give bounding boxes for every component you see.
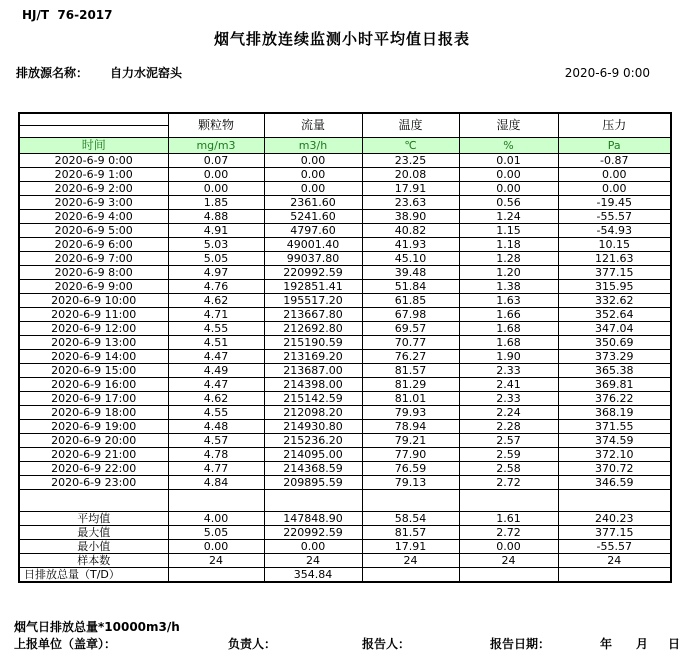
day-label: 日: [668, 637, 681, 651]
spacer-cell: [19, 490, 168, 512]
value-cell: 4797.60: [264, 224, 362, 238]
value-cell: 4.71: [168, 308, 264, 322]
value-cell: 368.19: [558, 406, 671, 420]
value-cell: 81.01: [362, 392, 459, 406]
time-cell: 2020-6-9 17:00: [19, 392, 168, 406]
value-cell: 1.20: [459, 266, 558, 280]
value-cell: 372.10: [558, 448, 671, 462]
value-cell: 315.95: [558, 280, 671, 294]
value-cell: 4.47: [168, 378, 264, 392]
value-cell: 215236.20: [264, 434, 362, 448]
value-cell: 41.93: [362, 238, 459, 252]
summary-value-cell: [168, 568, 264, 583]
value-cell: 213169.20: [264, 350, 362, 364]
value-cell: 78.94: [362, 420, 459, 434]
value-cell: 1.68: [459, 336, 558, 350]
table-row: [19, 448, 671, 462]
summary-value-cell: 354.84: [264, 568, 362, 583]
value-cell: 0.00: [459, 182, 558, 196]
value-cell: 2361.60: [264, 196, 362, 210]
year-label: 年: [600, 637, 613, 651]
summary-value-cell: 24: [558, 554, 671, 568]
signature-row: [0, 635, 684, 651]
value-cell: 1.85: [168, 196, 264, 210]
value-cell: 69.57: [362, 322, 459, 336]
unit-flow: m3/h: [264, 138, 362, 154]
value-cell: 215142.59: [264, 392, 362, 406]
manager-label: 负责人：: [228, 637, 277, 651]
value-cell: 209895.59: [264, 476, 362, 490]
time-cell: 2020-6-9 20:00: [19, 434, 168, 448]
report-unit-label: 上报单位（盖章）：: [14, 637, 117, 651]
value-cell: 2.24: [459, 406, 558, 420]
summary-value-cell: 4.00: [168, 512, 264, 526]
summary-value-cell: 0.00: [264, 540, 362, 554]
value-cell: 213687.00: [264, 364, 362, 378]
summary-value-cell: 147848.90: [264, 512, 362, 526]
value-cell: 4.84: [168, 476, 264, 490]
value-cell: 370.72: [558, 462, 671, 476]
value-cell: 350.69: [558, 336, 671, 350]
value-cell: -0.87: [558, 154, 671, 168]
time-header: 时间: [19, 138, 168, 154]
value-cell: 0.00: [558, 182, 671, 196]
emission-source-label: 排放源名称：: [16, 66, 89, 80]
time-cell: 2020-6-9 15:00: [19, 364, 168, 378]
value-cell: 4.57: [168, 434, 264, 448]
column-header-pressure: 压力: [558, 113, 671, 138]
table-row: [19, 210, 671, 224]
value-cell: 212692.80: [264, 322, 362, 336]
time-cell: 2020-6-9 8:00: [19, 266, 168, 280]
summary-value-cell: 24: [459, 554, 558, 568]
summary-body: [19, 490, 671, 583]
value-cell: 0.01: [459, 154, 558, 168]
summary-label-cell: 平均值: [19, 512, 168, 526]
table-row: [19, 224, 671, 238]
value-cell: 376.22: [558, 392, 671, 406]
time-cell: 2020-6-9 23:00: [19, 476, 168, 490]
value-cell: 4.88: [168, 210, 264, 224]
time-cell: 2020-6-9 4:00: [19, 210, 168, 224]
value-cell: 45.10: [362, 252, 459, 266]
table-row: [19, 364, 671, 378]
value-cell: 99037.80: [264, 252, 362, 266]
standard-code: HJ/T 76-2017: [22, 8, 113, 22]
value-cell: 81.57: [362, 364, 459, 378]
table-row: [19, 238, 671, 252]
table-row: [19, 406, 671, 420]
value-cell: 4.78: [168, 448, 264, 462]
table-row: [19, 392, 671, 406]
value-cell: 0.07: [168, 154, 264, 168]
summary-value-cell: 24: [168, 554, 264, 568]
unit-humidity: %: [459, 138, 558, 154]
column-header-pm: 颗粒物: [168, 113, 264, 138]
table-row: [19, 252, 671, 266]
value-cell: 23.25: [362, 154, 459, 168]
value-cell: 212098.20: [264, 406, 362, 420]
value-cell: 0.00: [264, 168, 362, 182]
time-cell: 2020-6-9 12:00: [19, 322, 168, 336]
table-row: [19, 378, 671, 392]
value-cell: 4.97: [168, 266, 264, 280]
value-cell: 213667.80: [264, 308, 362, 322]
spacer-cell: [558, 490, 671, 512]
value-cell: 1.18: [459, 238, 558, 252]
column-header-flow: 流量: [264, 113, 362, 138]
value-cell: 49001.40: [264, 238, 362, 252]
summary-value-cell: [362, 568, 459, 583]
summary-value-cell: 0.00: [168, 540, 264, 554]
time-cell: 2020-6-9 14:00: [19, 350, 168, 364]
unit-row: [19, 138, 671, 154]
spacer-cell: [459, 490, 558, 512]
value-cell: 4.47: [168, 350, 264, 364]
value-cell: 0.00: [168, 182, 264, 196]
unit-pressure: Pa: [558, 138, 671, 154]
table-row: [19, 350, 671, 364]
value-cell: 79.93: [362, 406, 459, 420]
table-row: [19, 434, 671, 448]
value-cell: 192851.41: [264, 280, 362, 294]
value-cell: 2.41: [459, 378, 558, 392]
time-cell: 2020-6-9 7:00: [19, 252, 168, 266]
value-cell: 347.04: [558, 322, 671, 336]
time-cell: 2020-6-9 0:00: [19, 154, 168, 168]
value-cell: 79.13: [362, 476, 459, 490]
value-cell: 5241.60: [264, 210, 362, 224]
value-cell: 5.05: [168, 252, 264, 266]
table-row: [19, 336, 671, 350]
value-cell: 215190.59: [264, 336, 362, 350]
value-cell: 195517.20: [264, 294, 362, 308]
value-cell: 2.28: [459, 420, 558, 434]
summary-value-cell: 81.57: [362, 526, 459, 540]
table-row: [19, 168, 671, 182]
value-cell: 2.33: [459, 392, 558, 406]
value-cell: 4.62: [168, 294, 264, 308]
summary-label-cell: 最大值: [19, 526, 168, 540]
header-row-top: [19, 113, 671, 126]
spacer-cell: [362, 490, 459, 512]
value-cell: 5.03: [168, 238, 264, 252]
value-cell: 39.48: [362, 266, 459, 280]
value-cell: -55.57: [558, 210, 671, 224]
time-cell: 2020-6-9 22:00: [19, 462, 168, 476]
value-cell: 2.57: [459, 434, 558, 448]
time-cell: 2020-6-9 9:00: [19, 280, 168, 294]
summary-value-cell: [459, 568, 558, 583]
value-cell: 77.90: [362, 448, 459, 462]
value-cell: 1.24: [459, 210, 558, 224]
table-row: [19, 266, 671, 280]
summary-row: [19, 540, 671, 554]
value-cell: 121.63: [558, 252, 671, 266]
value-cell: 214930.80: [264, 420, 362, 434]
summary-value-cell: 2.72: [459, 526, 558, 540]
spacer-cell: [168, 490, 264, 512]
emission-source: [16, 64, 182, 81]
value-cell: 373.29: [558, 350, 671, 364]
value-cell: 2.59: [459, 448, 558, 462]
value-cell: -19.45: [558, 196, 671, 210]
unit-temp: ℃: [362, 138, 459, 154]
value-cell: 332.62: [558, 294, 671, 308]
summary-label-cell: 最小值: [19, 540, 168, 554]
value-cell: 79.21: [362, 434, 459, 448]
value-cell: 4.77: [168, 462, 264, 476]
value-cell: 20.08: [362, 168, 459, 182]
value-cell: 4.49: [168, 364, 264, 378]
empty-header-cell: [19, 126, 168, 138]
value-cell: 365.38: [558, 364, 671, 378]
value-cell: 4.62: [168, 392, 264, 406]
value-cell: 38.90: [362, 210, 459, 224]
value-cell: 70.77: [362, 336, 459, 350]
summary-value-cell: 58.54: [362, 512, 459, 526]
time-cell: 2020-6-9 2:00: [19, 182, 168, 196]
report-date-label: 报告日期：: [490, 637, 551, 651]
summary-value-cell: [558, 568, 671, 583]
value-cell: 346.59: [558, 476, 671, 490]
report-table: [18, 112, 672, 583]
value-cell: 1.68: [459, 322, 558, 336]
value-cell: 1.15: [459, 224, 558, 238]
value-cell: 4.55: [168, 322, 264, 336]
report-datetime: 2020-6-9 0:00: [564, 66, 650, 80]
value-cell: 371.55: [558, 420, 671, 434]
value-cell: 369.81: [558, 378, 671, 392]
table-row: [19, 294, 671, 308]
value-cell: 17.91: [362, 182, 459, 196]
value-cell: 61.85: [362, 294, 459, 308]
table-row: [19, 322, 671, 336]
table-row: [19, 308, 671, 322]
value-cell: 76.59: [362, 462, 459, 476]
table-row: [19, 182, 671, 196]
time-cell: 2020-6-9 5:00: [19, 224, 168, 238]
summary-value-cell: 377.15: [558, 526, 671, 540]
table-row: [19, 420, 671, 434]
time-cell: 2020-6-9 19:00: [19, 420, 168, 434]
value-cell: 81.29: [362, 378, 459, 392]
value-cell: 0.00: [264, 182, 362, 196]
footer-note: 烟气日排放总量*10000m3/h: [14, 620, 180, 634]
summary-value-cell: 5.05: [168, 526, 264, 540]
summary-row: [19, 512, 671, 526]
value-cell: 10.15: [558, 238, 671, 252]
value-cell: 4.51: [168, 336, 264, 350]
unit-pm: mg/m3: [168, 138, 264, 154]
value-cell: 374.59: [558, 434, 671, 448]
time-cell: 2020-6-9 11:00: [19, 308, 168, 322]
value-cell: 67.98: [362, 308, 459, 322]
value-cell: 1.63: [459, 294, 558, 308]
time-cell: 2020-6-9 10:00: [19, 294, 168, 308]
value-cell: 0.00: [459, 168, 558, 182]
column-header-temp: 温度: [362, 113, 459, 138]
value-cell: 4.48: [168, 420, 264, 434]
summary-value-cell: 17.91: [362, 540, 459, 554]
table-row: [19, 280, 671, 294]
empty-header-cell: [19, 113, 168, 126]
value-cell: 4.55: [168, 406, 264, 420]
summary-row: [19, 554, 671, 568]
value-cell: 2.58: [459, 462, 558, 476]
value-cell: 1.28: [459, 252, 558, 266]
value-cell: 2.72: [459, 476, 558, 490]
summary-value-cell: 220992.59: [264, 526, 362, 540]
spacer-cell: [264, 490, 362, 512]
table-row: [19, 154, 671, 168]
value-cell: 377.15: [558, 266, 671, 280]
time-cell: 2020-6-9 21:00: [19, 448, 168, 462]
month-label: 月: [636, 637, 649, 651]
meta-row: [16, 64, 650, 81]
summary-label-cell: 日排放总量（T/D）: [19, 568, 168, 583]
value-cell: 0.00: [168, 168, 264, 182]
summary-value-cell: 24: [362, 554, 459, 568]
time-cell: 2020-6-9 18:00: [19, 406, 168, 420]
summary-value-cell: 24: [264, 554, 362, 568]
emission-source-name: 自力水泥窑头: [110, 66, 183, 80]
column-header-humidity: 湿度: [459, 113, 558, 138]
time-cell: 2020-6-9 16:00: [19, 378, 168, 392]
summary-value-cell: 1.61: [459, 512, 558, 526]
summary-row: [19, 526, 671, 540]
summary-value-cell: 0.00: [459, 540, 558, 554]
value-cell: 220992.59: [264, 266, 362, 280]
summary-value-cell: 240.23: [558, 512, 671, 526]
summary-value-cell: -55.57: [558, 540, 671, 554]
value-cell: 76.27: [362, 350, 459, 364]
value-cell: 51.84: [362, 280, 459, 294]
table-row: [19, 462, 671, 476]
value-cell: 1.90: [459, 350, 558, 364]
page-title: 烟气排放连续监测小时平均值日报表: [213, 30, 470, 48]
value-cell: 0.00: [264, 154, 362, 168]
spacer-row: [19, 490, 671, 512]
table-row: [19, 196, 671, 210]
time-cell: 2020-6-9 13:00: [19, 336, 168, 350]
value-cell: 40.82: [362, 224, 459, 238]
hourly-data-body: [19, 154, 671, 490]
value-cell: 214368.59: [264, 462, 362, 476]
summary-label-cell: 样本数: [19, 554, 168, 568]
time-cell: 2020-6-9 3:00: [19, 196, 168, 210]
time-cell: 2020-6-9 6:00: [19, 238, 168, 252]
table-row: [19, 476, 671, 490]
value-cell: 0.56: [459, 196, 558, 210]
summary-row: [19, 568, 671, 583]
value-cell: 0.00: [558, 168, 671, 182]
reporter-label: 报告人：: [362, 637, 411, 651]
value-cell: 4.76: [168, 280, 264, 294]
time-cell: 2020-6-9 1:00: [19, 168, 168, 182]
value-cell: 4.91: [168, 224, 264, 238]
value-cell: 214095.00: [264, 448, 362, 462]
value-cell: 1.66: [459, 308, 558, 322]
value-cell: 1.38: [459, 280, 558, 294]
value-cell: 23.63: [362, 196, 459, 210]
value-cell: 2.33: [459, 364, 558, 378]
value-cell: 352.64: [558, 308, 671, 322]
value-cell: -54.93: [558, 224, 671, 238]
value-cell: 214398.00: [264, 378, 362, 392]
